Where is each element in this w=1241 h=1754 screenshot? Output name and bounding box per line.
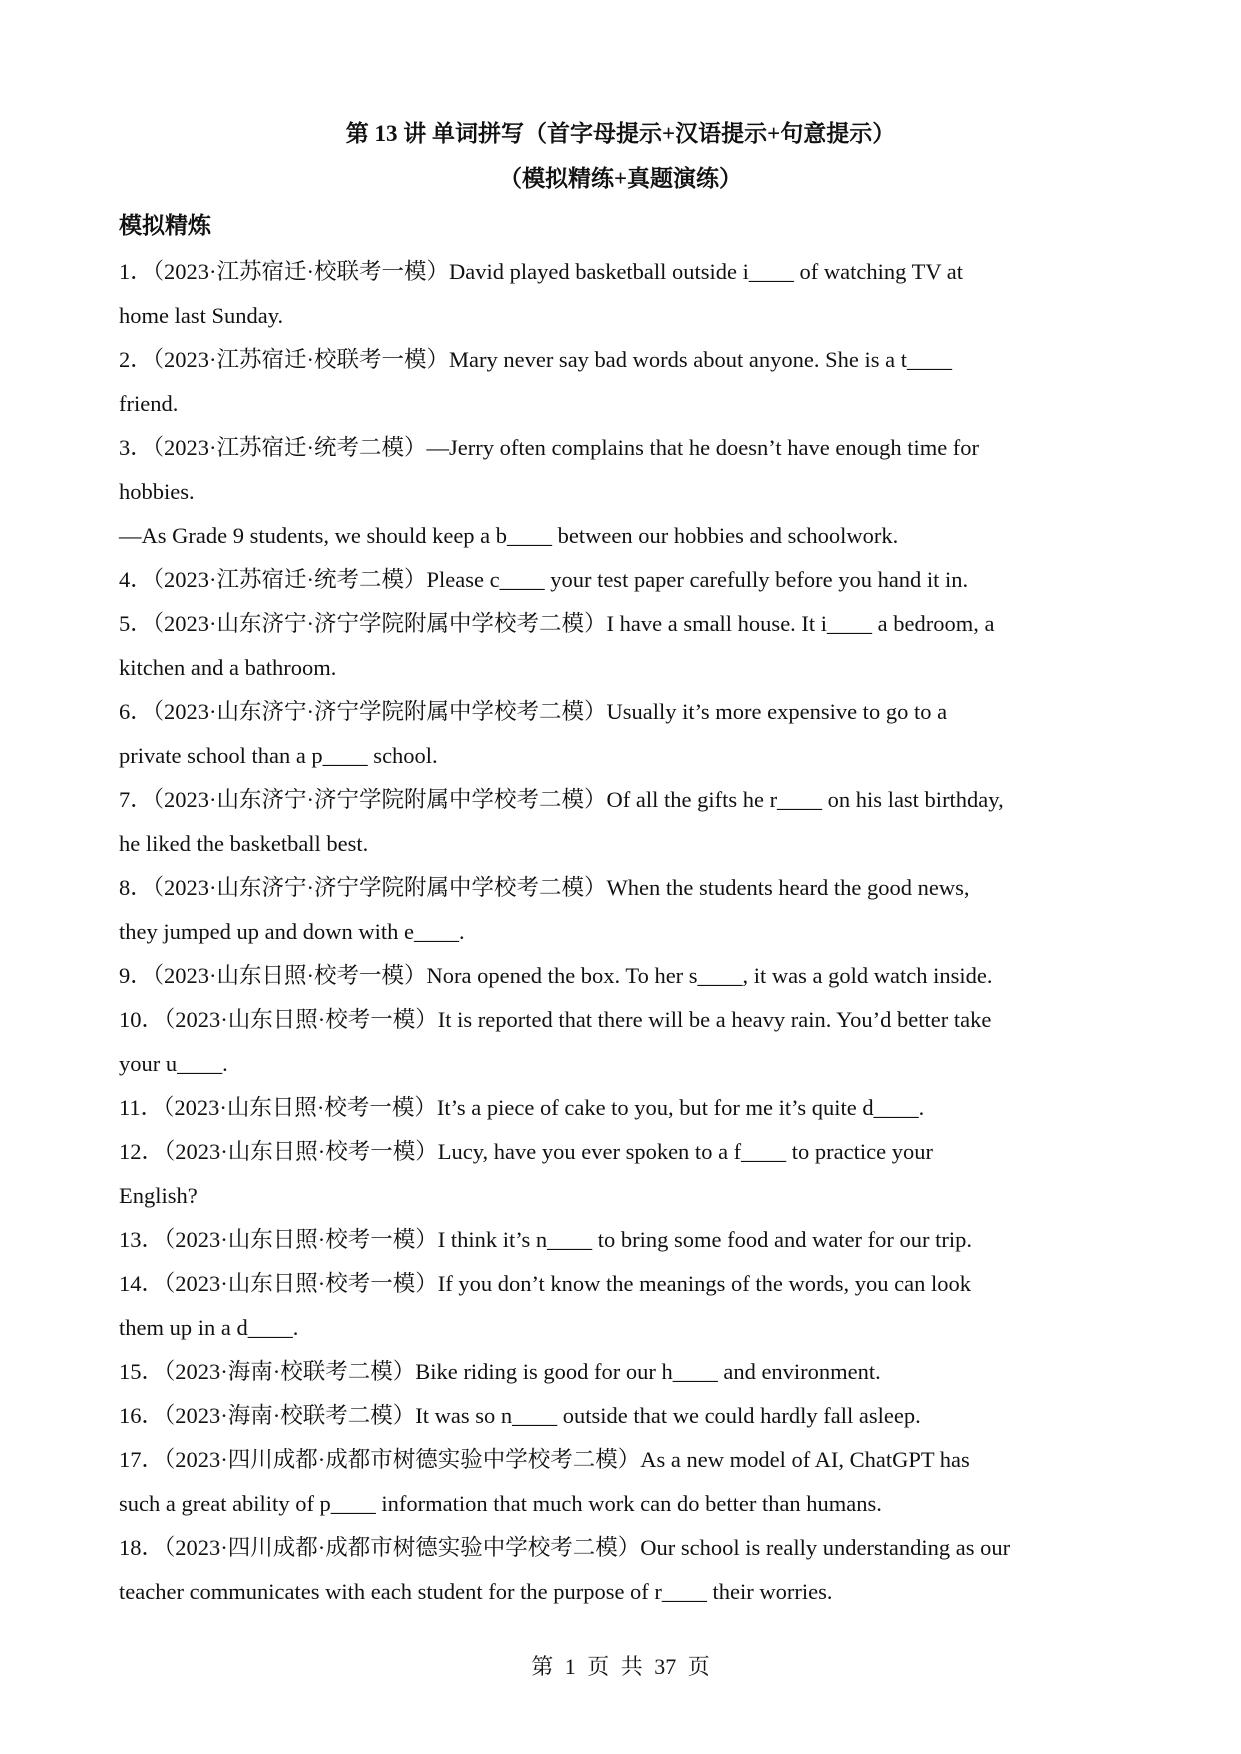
question-item: [119, 954, 1129, 998]
question-item: [119, 1218, 1129, 1262]
question-item: [119, 558, 1129, 602]
question-line: 18．（2023·四川成都·成都市树德实验中学校考二模）Our school is really understanding as our: [119, 1535, 1011, 1560]
question-item: [119, 1350, 1129, 1394]
question-item: [119, 690, 1129, 778]
question-line: they jumped up and down with e____.: [119, 919, 465, 944]
question-line: 8．（2023·山东济宁·济宁学院附属中学校考二模）When the students heard the good news,: [119, 875, 970, 900]
question-item: [119, 1130, 1129, 1218]
question-item: [119, 866, 1129, 954]
question-line: —As Grade 9 students, we should keep a b____ between our hobbies and schoolwork.: [119, 523, 899, 548]
question-item: [119, 998, 1129, 1086]
question-item: [119, 250, 1129, 338]
question-item: [119, 778, 1129, 866]
question-item: [119, 1086, 1129, 1130]
question-line: 15．（2023·海南·校联考二模）Bike riding is good for our h____ and environment.: [119, 1359, 881, 1384]
question-line: English?: [119, 1183, 198, 1208]
question-item: [119, 602, 1129, 690]
question-line: hobbies.: [119, 479, 195, 504]
question-line: 9．（2023·山东日照·校考一模）Nora opened the box. To her s____, it was a gold watch inside.: [119, 963, 993, 988]
question-list: [119, 250, 1129, 1614]
question-line: 1．（2023·江苏宿迁·校联考一模）David played basketball outside i____ of watching TV at: [119, 259, 964, 284]
question-line: 12．（2023·山东日照·校考一模）Lucy, have you ever spoken to a f____ to practice your: [119, 1139, 933, 1164]
question-line: 6．（2023·山东济宁·济宁学院附属中学校考二模）Usually it’s more expensive to go to a: [119, 699, 948, 724]
question-item: [119, 1262, 1129, 1350]
section-heading: 模拟精炼: [119, 213, 211, 238]
question-item: [119, 338, 1129, 426]
question-line: 11．（2023·山东日照·校考一模）It’s a piece of cake to you, but for me it’s quite d____.: [119, 1095, 925, 1120]
question-line: 2．（2023·江苏宿迁·校联考一模）Mary never say bad words about anyone. She is a t____: [119, 347, 952, 372]
question-line: home last Sunday.: [119, 303, 284, 328]
question-line: teacher communicates with each student for the purpose of r____ their worries.: [119, 1579, 833, 1604]
question-line: 16．（2023·海南·校联考二模）It was so n____ outside that we could hardly fall asleep.: [119, 1403, 921, 1428]
page-subtitle: （模拟精练+真题演练）: [498, 166, 743, 191]
question-line: 10．（2023·山东日照·校考一模）It is reported that there will be a heavy rain. You’d better take: [119, 1007, 992, 1032]
question-line: 14．（2023·山东日照·校考一模）If you don’t know the meanings of the words, you can look: [119, 1271, 971, 1296]
question-line: such a great ability of p____ information that much work can do better than humans.: [119, 1491, 882, 1516]
question-line: kitchen and a bathroom.: [119, 655, 337, 680]
question-line: 17．（2023·四川成都·成都市树德实验中学校考二模）As a new model of AI, ChatGPT has: [119, 1447, 970, 1472]
question-item: [119, 1526, 1129, 1614]
question-line: 4．（2023·江苏宿迁·统考二模）Please c____ your test paper carefully before you hand it in.: [119, 567, 969, 592]
question-line: 7．（2023·山东济宁·济宁学院附属中学校考二模）Of all the gifts he r____ on his last birthday,: [119, 787, 1004, 812]
question-line: 3．（2023·江苏宿迁·统考二模）—Jerry often complains that he doesn’t have enough time for: [119, 435, 980, 460]
question-line: he liked the basketball best.: [119, 831, 369, 856]
question-line: them up in a d____.: [119, 1315, 299, 1340]
question-item: [119, 426, 1129, 558]
question-line: friend.: [119, 391, 179, 416]
question-line: private school than a p____ school.: [119, 743, 438, 768]
page-title: 第 13 讲 单词拼写（首字母提示+汉语提示+句意提示）: [345, 121, 896, 146]
question-line: your u____.: [119, 1051, 228, 1076]
question-item: [119, 1394, 1129, 1438]
question-line: 13．（2023·山东日照·校考一模）I think it’s n____ to bring some food and water for our trip.: [119, 1227, 973, 1252]
question-line: 5．（2023·山东济宁·济宁学院附属中学校考二模）I have a small house. It i____ a bedroom, a: [119, 611, 995, 636]
question-item: [119, 1438, 1129, 1526]
page-footer: 第 1 页 共 37 页: [531, 1654, 710, 1679]
